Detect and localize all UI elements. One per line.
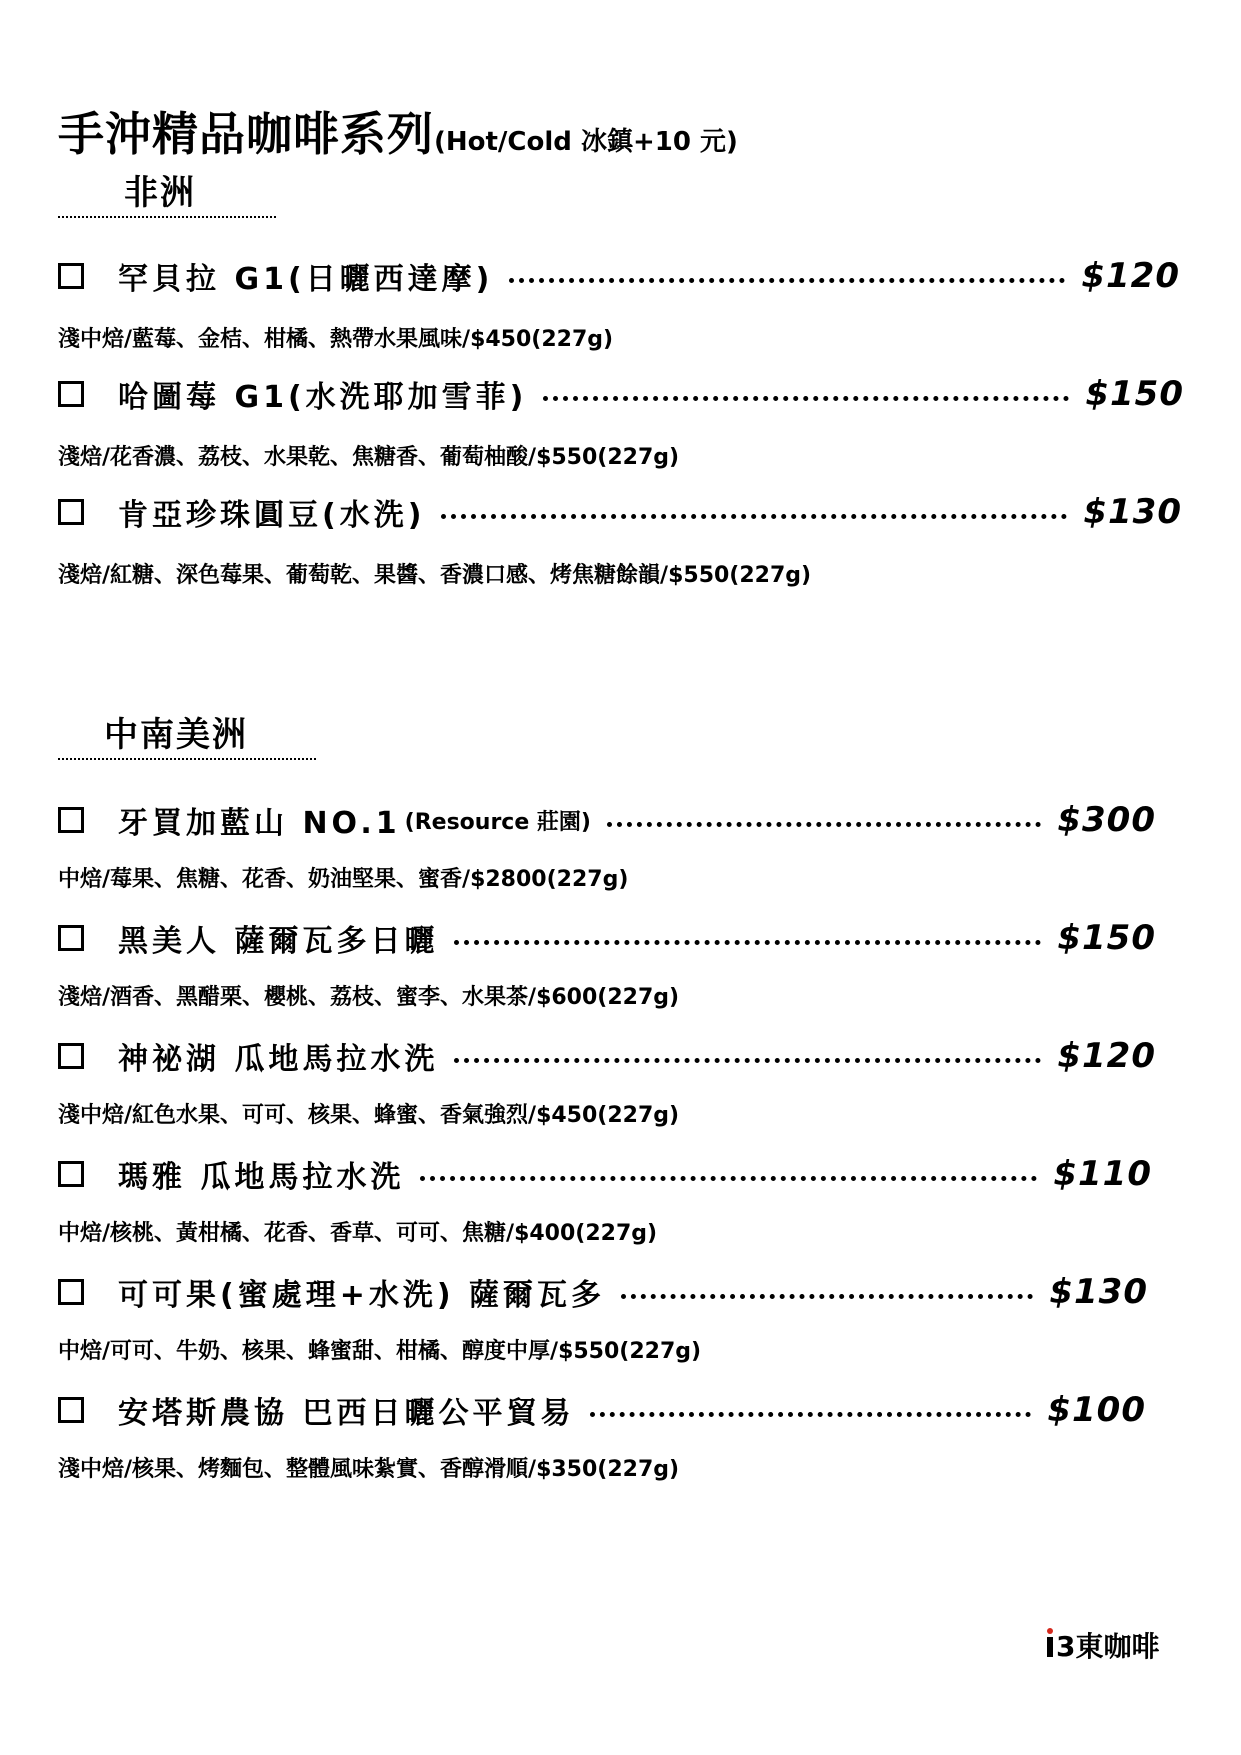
dotted-leader	[543, 396, 1069, 401]
menu-item	[58, 374, 1184, 414]
item-name: 神祕湖 瓜地馬拉水洗	[118, 1042, 439, 1077]
item-checkbox[interactable]	[58, 807, 84, 833]
menu-item	[58, 1036, 1156, 1076]
item-description: 淺焙/花香濃、荔枝、水果乾、焦糖香、葡萄柚酸/$550(227g)	[58, 445, 680, 470]
item-checkbox[interactable]	[58, 263, 84, 289]
item-checkbox[interactable]	[58, 381, 84, 407]
menu-title: 手沖精品咖啡系列	[58, 107, 434, 161]
item-description: 淺中焙/核果、烤麵包、整體風味紮實、香醇滑順/$350(227g)	[58, 1457, 680, 1482]
item-description: 淺焙/酒香、黑醋栗、櫻桃、荔枝、蜜李、水果茶/$600(227g)	[58, 985, 680, 1010]
menu-item	[58, 1390, 1146, 1430]
item-description: 中焙/可可、牛奶、核果、蜂蜜甜、柑橘、醇度中厚/$550(227g)	[58, 1339, 702, 1364]
item-name: 哈圖莓 G1(水洗耶加雪菲)	[118, 380, 528, 415]
item-price: $150	[1057, 918, 1156, 958]
dotted-leader	[621, 1294, 1033, 1299]
dotted-leader	[420, 1176, 1037, 1181]
item-name: 可可果(蜜處理+水洗) 薩爾瓦多	[118, 1278, 606, 1313]
region-heading-latin-america	[58, 715, 316, 760]
item-price: $300	[1057, 800, 1156, 840]
dotted-leader	[590, 1412, 1031, 1417]
item-price: $130	[1049, 1272, 1148, 1312]
item-name: 黑美人 薩爾瓦多日曬	[118, 924, 439, 959]
item-price: $120	[1057, 1036, 1156, 1076]
region-label: 非洲	[124, 173, 196, 213]
item-checkbox[interactable]	[58, 1279, 84, 1305]
item-checkbox[interactable]	[58, 1161, 84, 1187]
menu-item	[58, 492, 1182, 532]
item-checkbox[interactable]	[58, 925, 84, 951]
item-description: 淺焙/紅糖、深色莓果、葡萄乾、果醬、香濃口感、烤焦糖餘韻/$550(227g)	[58, 563, 812, 588]
item-description: 淺中焙/紅色水果、可可、核果、蜂蜜、香氣強烈/$450(227g)	[58, 1103, 680, 1128]
item-checkbox[interactable]	[58, 499, 84, 525]
dotted-leader	[454, 940, 1041, 945]
item-description: 淺中焙/藍莓、金桔、柑橘、熱帶水果風味/$450(227g)	[58, 327, 614, 352]
menu-item	[58, 1154, 1152, 1194]
item-description: 中焙/莓果、焦糖、花香、奶油堅果、蜜香/$2800(227g)	[58, 867, 629, 892]
menu-item	[58, 256, 1180, 296]
region-label: 中南美洲	[104, 715, 248, 755]
item-checkbox[interactable]	[58, 1397, 84, 1423]
menu-item	[58, 918, 1156, 958]
item-name-suffix: (Resource 莊園)	[404, 809, 591, 835]
dotted-leader	[454, 1058, 1041, 1063]
logo-mark-icon	[1047, 1637, 1053, 1657]
dotted-leader	[509, 278, 1065, 283]
brand-logo	[1047, 1625, 1159, 1665]
item-name: 安塔斯農協 巴西日曬公平貿易	[118, 1396, 575, 1431]
item-name: 瑪雅 瓜地馬拉水洗	[118, 1160, 405, 1195]
item-price: $110	[1053, 1154, 1152, 1194]
item-price: $130	[1083, 492, 1182, 532]
region-heading-africa	[58, 173, 276, 218]
menu-subtitle: (Hot/Cold 冰鎮+10 元)	[434, 127, 738, 157]
item-checkbox[interactable]	[58, 1043, 84, 1069]
item-name: 肯亞珍珠圓豆(水洗)	[118, 498, 426, 533]
brand-name: 3東咖啡	[1056, 1630, 1160, 1663]
page-title	[58, 98, 738, 164]
item-price: $120	[1081, 256, 1180, 296]
menu-item	[58, 1272, 1148, 1312]
item-price: $100	[1047, 1390, 1146, 1430]
dotted-leader	[441, 514, 1067, 519]
item-name: 牙買加藍山 NO.1	[118, 806, 401, 841]
menu-item	[58, 800, 1156, 840]
item-description: 中焙/核桃、黃柑橘、花香、香草、可可、焦糖/$400(227g)	[58, 1221, 658, 1246]
item-price: $150	[1085, 374, 1184, 414]
item-name: 罕貝拉 G1(日曬西達摩)	[118, 262, 494, 297]
dotted-leader	[607, 822, 1041, 827]
